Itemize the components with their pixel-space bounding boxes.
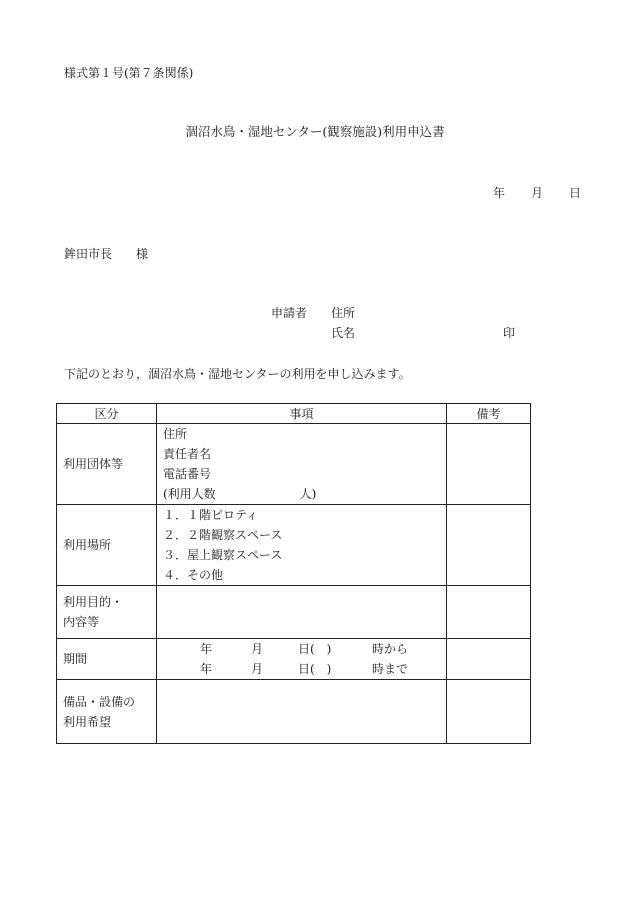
purpose-label-line-1: 利用目的・: [63, 595, 124, 609]
period-remarks-cell[interactable]: [447, 639, 531, 680]
seal-label: 印: [503, 326, 516, 340]
purpose-label-line-2: 内容等: [63, 615, 100, 629]
table-header-row: [57, 404, 531, 424]
equipment-label-line-2: 利用希望: [63, 714, 112, 729]
date-year: 年: [492, 186, 505, 200]
table-row-group: [57, 424, 531, 505]
date-month: 月: [530, 186, 543, 200]
group-label: 利用団体等: [57, 424, 157, 505]
period-from-line: [200, 639, 446, 659]
period-to-suffix: 時まで: [372, 662, 409, 676]
period-to-month: 月: [251, 662, 264, 676]
group-responsible-line: 責任者名: [163, 447, 212, 461]
applicant-name-label: 氏名: [331, 326, 356, 340]
table-row-equipment: [57, 680, 531, 744]
header-category: 区分: [57, 404, 157, 424]
equipment-input-cell[interactable]: [157, 680, 447, 744]
group-remarks-cell[interactable]: [447, 424, 531, 505]
applicant-label: 申請者: [271, 306, 308, 320]
form-number: 様式第１号(第７条関係): [64, 66, 194, 80]
period-fields[interactable]: [157, 639, 447, 680]
intro-text: 下記のとおり，涸沼水鳥・湿地センターの利用を申し込みます。: [64, 367, 411, 381]
group-count-line: (利用人数 人): [163, 487, 317, 501]
period-to-line: [200, 659, 446, 679]
group-address-line: 住所: [163, 427, 188, 441]
group-fields[interactable]: [157, 424, 447, 505]
equipment-label: [57, 680, 157, 744]
period-from-month: 月: [251, 642, 264, 656]
date-day: 日: [568, 186, 581, 200]
application-table: [56, 403, 531, 744]
period-label: 期間: [57, 639, 157, 680]
group-phone-line: 電話番号: [163, 467, 212, 481]
period-from-suffix: 時から: [372, 642, 409, 656]
header-matter: 事項: [157, 404, 447, 424]
addressee: [64, 247, 148, 261]
period-from-day: 日( ): [298, 642, 332, 656]
equipment-remarks-cell[interactable]: [447, 680, 531, 744]
place-option-2[interactable]: ２．２階観察スペース: [163, 528, 283, 542]
period-from-year: 年: [200, 642, 213, 656]
addressee-honorific: 様: [136, 247, 149, 261]
table-row-period: [57, 639, 531, 680]
purpose-remarks-cell[interactable]: [447, 586, 531, 639]
place-options[interactable]: [157, 505, 447, 586]
header-remarks: 備考: [447, 404, 531, 424]
addressee-name: 鉾田市長: [64, 247, 113, 261]
place-option-3[interactable]: ３．屋上観察スペース: [163, 548, 283, 562]
purpose-input-cell[interactable]: [157, 586, 447, 639]
period-to-year: 年: [200, 662, 213, 676]
purpose-label: [57, 586, 157, 639]
equipment-label-line-1: 備品・設備の: [63, 694, 136, 709]
place-label: 利用場所: [57, 505, 157, 586]
date-line: [493, 186, 581, 200]
table-row-purpose: [57, 586, 531, 639]
place-option-1[interactable]: １．１階ピロティ: [163, 508, 259, 522]
table-row-place: [57, 505, 531, 586]
place-option-4[interactable]: ４．その他: [163, 568, 224, 582]
page-title: 涸沼水鳥・湿地センター(観察施設)利用申込書: [185, 124, 445, 139]
applicant-address-label: 住所: [331, 306, 356, 320]
period-to-day: 日( ): [298, 662, 332, 676]
place-remarks-cell[interactable]: [447, 505, 531, 586]
